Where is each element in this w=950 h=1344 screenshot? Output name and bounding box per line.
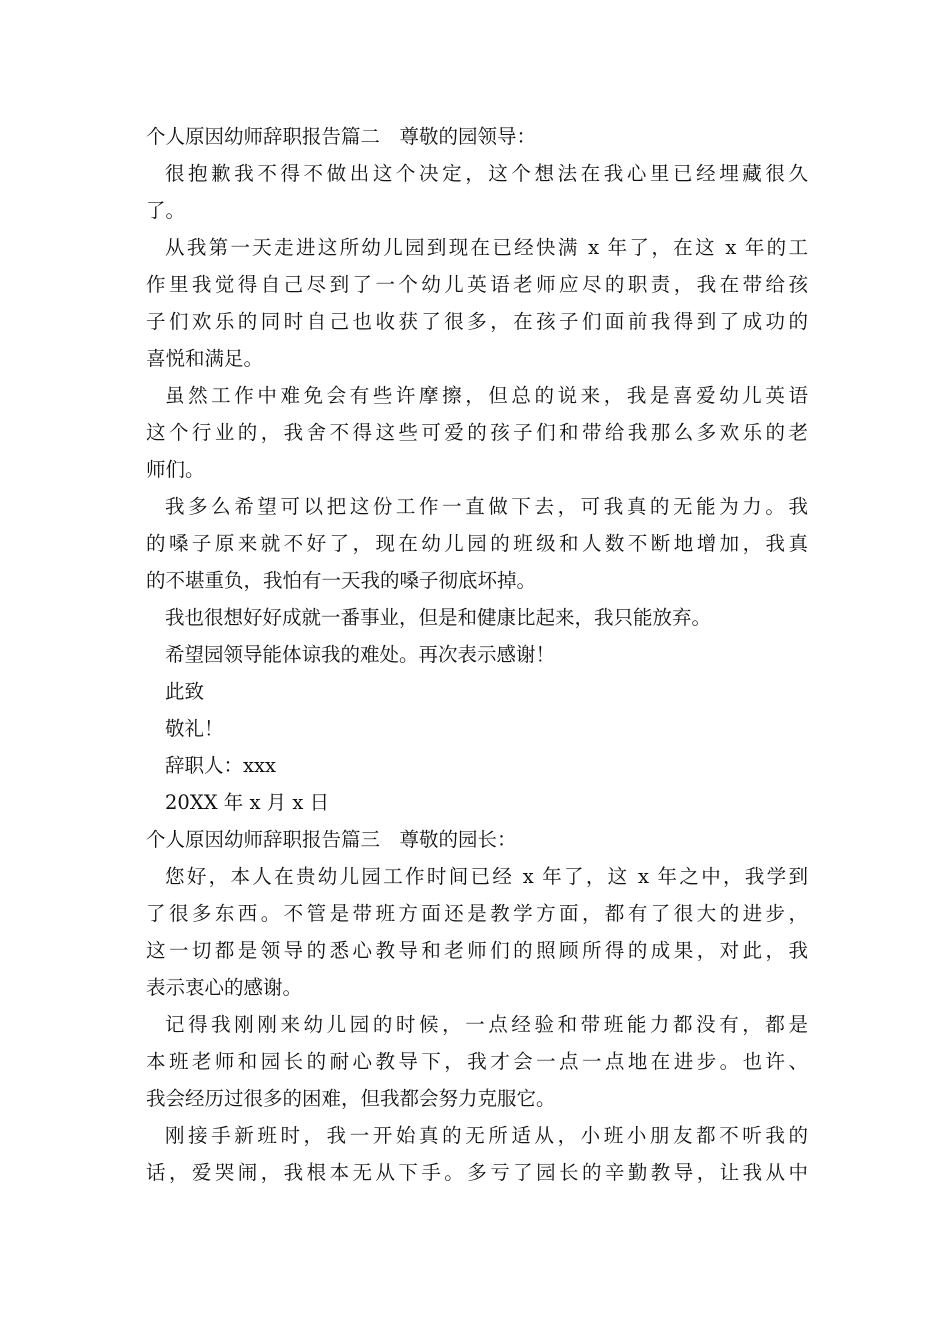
text-line: 话，爱哭闹，我根本无从下手。多亏了园长的辛勤教导，让我从中 [146, 1161, 808, 1184]
text-line: 您好，本人在贵幼儿园工作时间已经 x 年了，这 x 年之中，我学到 [165, 865, 808, 888]
text-line: 记得我刚刚来幼儿园的时候，一点经验和带班能力都没有，都是 [165, 1013, 808, 1036]
paragraph [146, 1117, 808, 1191]
text-line: 的不堪重负，我怕有一天我的嗓子彻底坏掉。 [146, 569, 537, 592]
closing-salutation: 此致 [165, 680, 205, 703]
text-line: 了。 [146, 199, 186, 222]
paragraph: 我也很想好好成就一番事业，但是和健康比起来，我只能放弃。 [165, 606, 712, 629]
paragraph [146, 377, 808, 488]
text-line: 本班老师和园长的耐心教导下，我才会一点一点地在进步。也许、 [146, 1050, 808, 1073]
closing-regards: 敬礼！ [165, 717, 224, 740]
paragraph: 希望园领导能体谅我的难处。再次表示感谢！ [165, 643, 556, 666]
paragraph [146, 488, 808, 599]
section-heading: 个人原因幼师辞职报告篇二 尊敬的园领导： [146, 125, 537, 148]
text-line: 表示衷心的感谢。 [146, 976, 303, 999]
text-line: 的嗓子原来就不好了，现在幼儿园的班级和人数不断地增加，我真 [146, 532, 808, 555]
text-line: 喜悦和满足。 [146, 347, 264, 370]
text-line: 从我第一天走进这所幼儿园到现在已经快满 x 年了，在这 x 年的工 [165, 236, 808, 259]
text-line: 刚接手新班时，我一开始真的无所适从，小班小朋友都不听我的 [165, 1124, 808, 1147]
text-line: 这一切都是领导的悉心教导和老师们的照顾所得的成果，对此，我 [146, 939, 808, 962]
text-line: 这个行业的，我舍不得这些可爱的孩子们和带给我那么多欢乐的老 [146, 421, 808, 444]
paragraph [146, 858, 808, 1006]
text-line: 师们。 [146, 458, 205, 481]
date-line: 20XX 年 x 月 x 日 [165, 791, 330, 814]
text-line: 虽然工作中难免会有些许摩擦，但总的说来，我是喜爱幼儿英语 [165, 384, 808, 407]
text-line: 很抱歉我不得不做出这个决定，这个想法在我心里已经埋藏很久 [165, 162, 808, 185]
text-line: 我会经历过很多的困难，但我都会努力克服它。 [146, 1087, 556, 1110]
text-line: 了很多东西。不管是带班方面还是教学方面，都有了很大的进步， [146, 902, 808, 925]
text-line: 子们欢乐的同时自己也收获了很多，在孩子们面前我得到了成功的 [146, 310, 808, 333]
section-heading: 个人原因幼师辞职报告篇三 尊敬的园长： [146, 828, 517, 851]
paragraph [146, 1006, 808, 1117]
paragraph [146, 155, 808, 229]
signature-line: 辞职人：xxx [165, 754, 276, 777]
text-line: 作里我觉得自己尽到了一个幼儿英语老师应尽的职责，我在带给孩 [146, 273, 808, 296]
document-page [146, 118, 808, 1191]
paragraph [146, 229, 808, 377]
text-line: 我多么希望可以把这份工作一直做下去，可我真的无能为力。我 [165, 495, 808, 518]
